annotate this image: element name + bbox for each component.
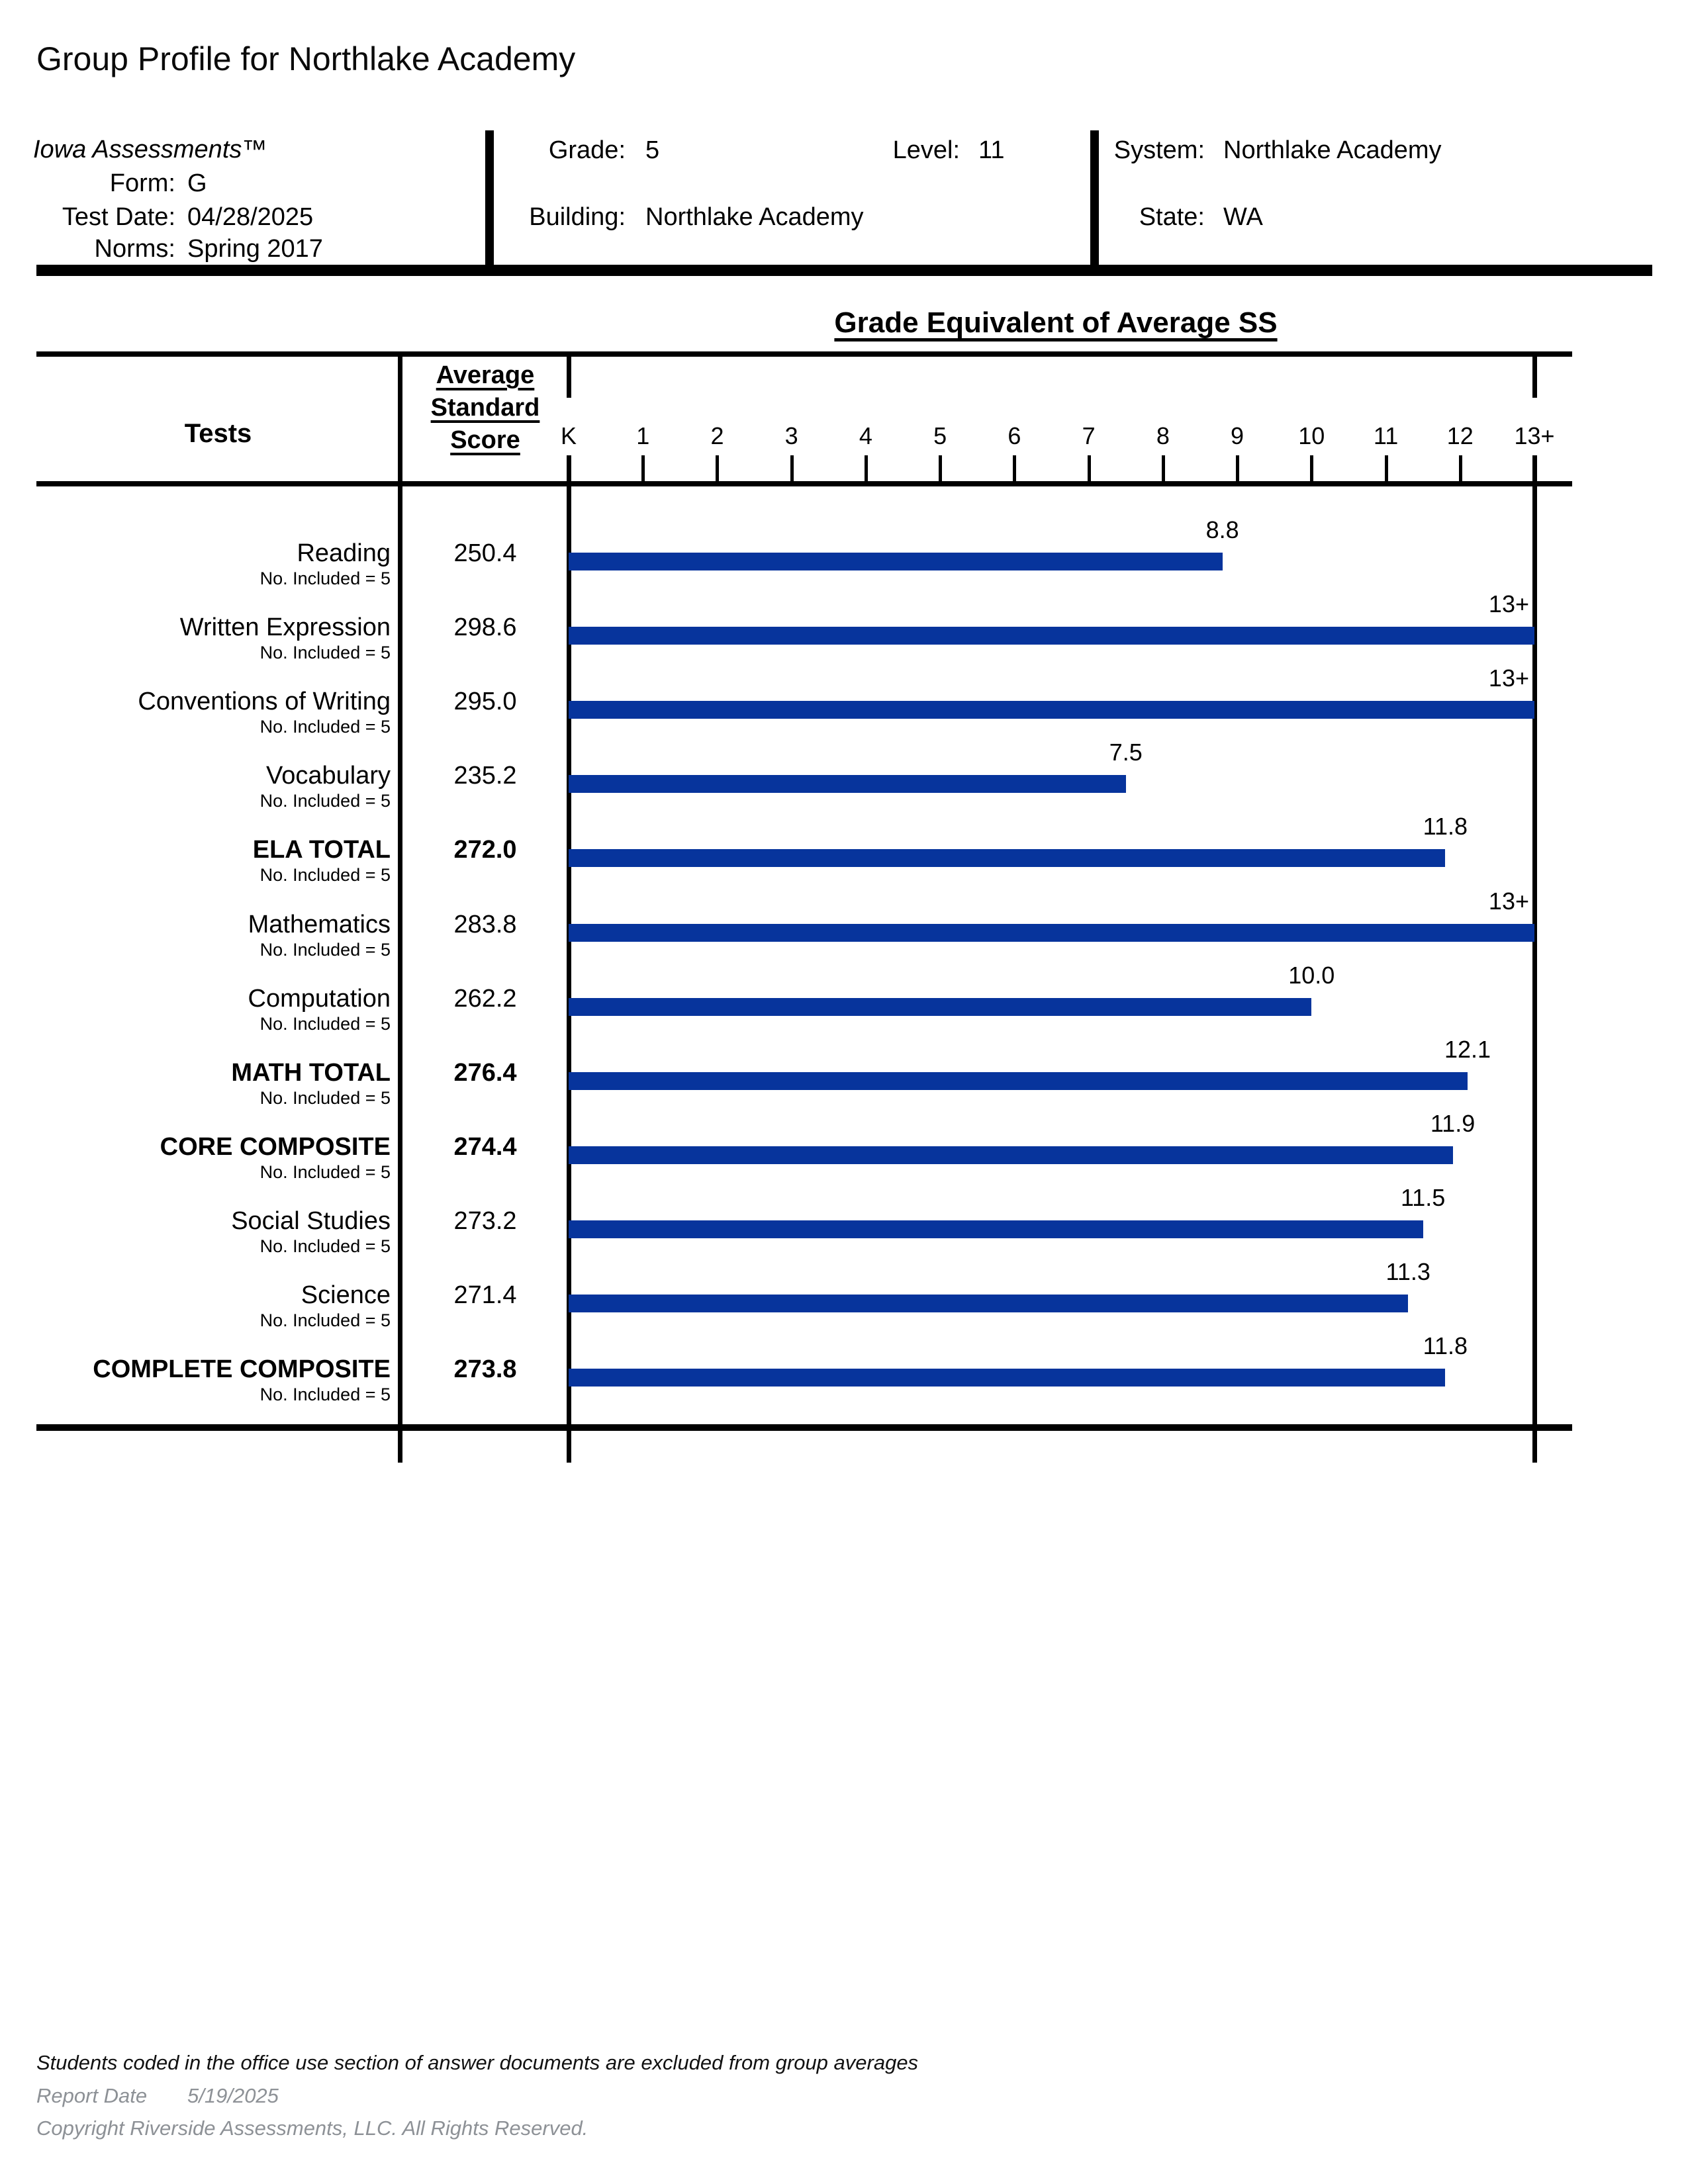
building-value: Northlake Academy [645,203,864,231]
grade-axis-tick-12 [1459,455,1462,481]
grade-axis-label-3: 3 [784,422,798,449]
tests-column-header: Tests [184,419,252,448]
chart-right-axis-tail [1532,351,1537,398]
test-name: MATH TOTAL [231,1058,391,1087]
grade-axis-label-9: 9 [1231,422,1244,449]
no-included-note: No. Included = 5 [259,569,391,588]
grade-axis-tick-6 [1013,455,1016,481]
norms-value: Spring 2017 [187,235,323,263]
test-name: COMPLETE COMPOSITE [93,1355,391,1384]
state-label: State: [1139,203,1205,231]
table-bottom-border [36,1424,1572,1431]
chart-right-axis [1532,455,1537,1463]
average-standard-score-value: 283.8 [453,910,517,938]
test-name: Conventions of Writing [138,688,391,716]
grade-axis-label-12: 12 [1446,422,1474,449]
no-included-note: No. Included = 5 [259,791,391,811]
test-name: Written Expression [179,614,391,642]
chart-left-axis-tail [567,351,571,398]
grade-axis-label-8: 8 [1156,422,1170,449]
grade-equivalent-value: 10.0 [1288,961,1335,989]
grade-axis-label-4: 4 [859,422,872,449]
no-included-note: No. Included = 5 [259,1236,391,1256]
report-date-label: Report Date [36,2084,148,2107]
grade-equivalent-value: 7.5 [1109,739,1143,766]
test-name: Vocabulary [265,762,391,790]
no-included-note: No. Included = 5 [259,1385,391,1405]
grade-axis-tick-K [567,455,571,481]
exclusion-note: Students coded in the office use section of answer documents are excluded from group averages [36,2051,919,2074]
average-standard-score-value: 272.0 [453,836,517,864]
average-standard-score-value: 271.4 [453,1281,517,1309]
grade-equivalent-bar [569,627,1534,645]
grade-equivalent-bar [569,998,1311,1016]
grade-equivalent-bar [569,1146,1453,1164]
test-name: Science [301,1281,391,1309]
grade-axis-label-6: 6 [1008,422,1021,449]
grade-axis-tick-10 [1310,455,1313,481]
no-included-note: No. Included = 5 [259,1161,391,1182]
grade-equivalent-bar [569,924,1534,942]
grade-equivalent-value: 12.1 [1444,1035,1491,1063]
test-name: Computation [248,984,391,1013]
no-included-note: No. Included = 5 [259,643,391,663]
no-included-note: No. Included = 5 [259,1013,391,1034]
grade-axis-label-1: 1 [636,422,650,449]
grade-equivalent-bar [569,553,1223,570]
average-standard-score-value: 273.8 [453,1355,517,1384]
grade-axis-tick-11 [1385,455,1388,481]
grade-axis-label-2: 2 [710,422,724,449]
level-value: 11 [978,136,1005,164]
report-date-value: 5/19/2025 [187,2084,279,2107]
score-header-line-1: Average [436,361,535,389]
system-label: System: [1113,136,1205,164]
grade-axis-tick-1 [641,455,645,481]
grade-equivalent-bar [569,775,1126,793]
score-header-line-3: Score [450,426,520,454]
no-included-note: No. Included = 5 [259,865,391,886]
copyright-notice: Copyright Riverside Assessments, LLC. All Rights Reserved. [36,2116,588,2140]
grade-axis-label-K: K [560,422,577,449]
building-label: Building: [529,203,626,231]
grade-equivalent-bar [569,849,1445,867]
grade-axis-tick-3 [790,455,794,481]
test-name: Social Studies [231,1206,391,1235]
grade-axis-tick-8 [1162,455,1165,481]
grade-axis-label-10: 10 [1298,422,1325,449]
grade-equivalent-bar [569,1369,1445,1387]
grade-equivalent-bar [569,1220,1423,1238]
average-standard-score-value: 250.4 [453,539,517,567]
table-top-border [36,351,1572,357]
grade-axis-tick-9 [1236,455,1239,481]
grade-axis-label-7: 7 [1082,422,1096,449]
grade-axis-label-13+: 13+ [1514,422,1555,449]
system-value: Northlake Academy [1223,136,1442,164]
header-rule [36,265,1652,276]
grade-equivalent-bar [569,1295,1408,1312]
norms-label: Norms: [94,235,175,263]
grade-label: Grade: [548,136,626,164]
grade-axis-label-11: 11 [1373,422,1399,449]
grade-equivalent-value: 11.8 [1423,813,1468,841]
grade-equivalent-bar [569,701,1534,719]
form-value: G [187,169,207,197]
grade-equivalent-bar [569,1072,1468,1090]
grade-equivalent-value: 11.8 [1423,1332,1468,1360]
assessment-brand: Iowa Assessments™ [33,136,267,163]
level-label: Level: [892,136,960,164]
state-value: WA [1223,203,1263,231]
average-standard-score-value: 295.0 [453,688,517,716]
grade-equivalent-value: 13+ [1488,590,1529,618]
test-name: CORE COMPOSITE [160,1132,391,1161]
chart-title: Grade Equivalent of Average SS [834,306,1278,339]
average-standard-score-value: 276.4 [453,1058,517,1087]
grade-axis-tick-13+ [1533,455,1536,481]
test-name: Reading [297,539,391,567]
test-date-label: Test Date: [62,203,175,231]
grade-axis-tick-2 [716,455,719,481]
no-included-note: No. Included = 5 [259,1310,391,1330]
grade-value: 5 [645,136,660,164]
grade-axis-tick-4 [865,455,868,481]
header-divider-2 [1090,130,1099,267]
grade-equivalent-value: 13+ [1488,664,1529,692]
average-standard-score-value: 298.6 [453,614,517,642]
test-name: ELA TOTAL [252,836,391,864]
grade-equivalent-value: 8.8 [1205,516,1239,543]
grade-axis-label-5: 5 [933,422,947,449]
grade-axis-tick-7 [1088,455,1091,481]
grade-equivalent-value: 13+ [1488,887,1529,915]
average-standard-score-value: 274.4 [453,1132,517,1161]
tests-score-divider [398,351,402,1463]
test-name: Mathematics [248,910,391,938]
page-title: Group Profile for Northlake Academy [36,40,576,77]
grade-equivalent-value: 11.9 [1430,1109,1476,1137]
score-header-line-2: Standard [430,394,540,422]
no-included-note: No. Included = 5 [259,939,391,960]
average-standard-score-value: 235.2 [453,762,517,790]
grade-equivalent-value: 11.5 [1400,1183,1446,1211]
grade-axis-tick-5 [939,455,942,481]
grade-equivalent-value: 11.3 [1385,1258,1430,1285]
table-header-border [36,481,1572,486]
form-label: Form: [109,169,175,197]
average-standard-score-value: 262.2 [453,984,517,1013]
no-included-note: No. Included = 5 [259,1087,391,1108]
average-standard-score-value: 273.2 [453,1206,517,1235]
no-included-note: No. Included = 5 [259,717,391,737]
test-date-value: 04/28/2025 [187,203,314,231]
